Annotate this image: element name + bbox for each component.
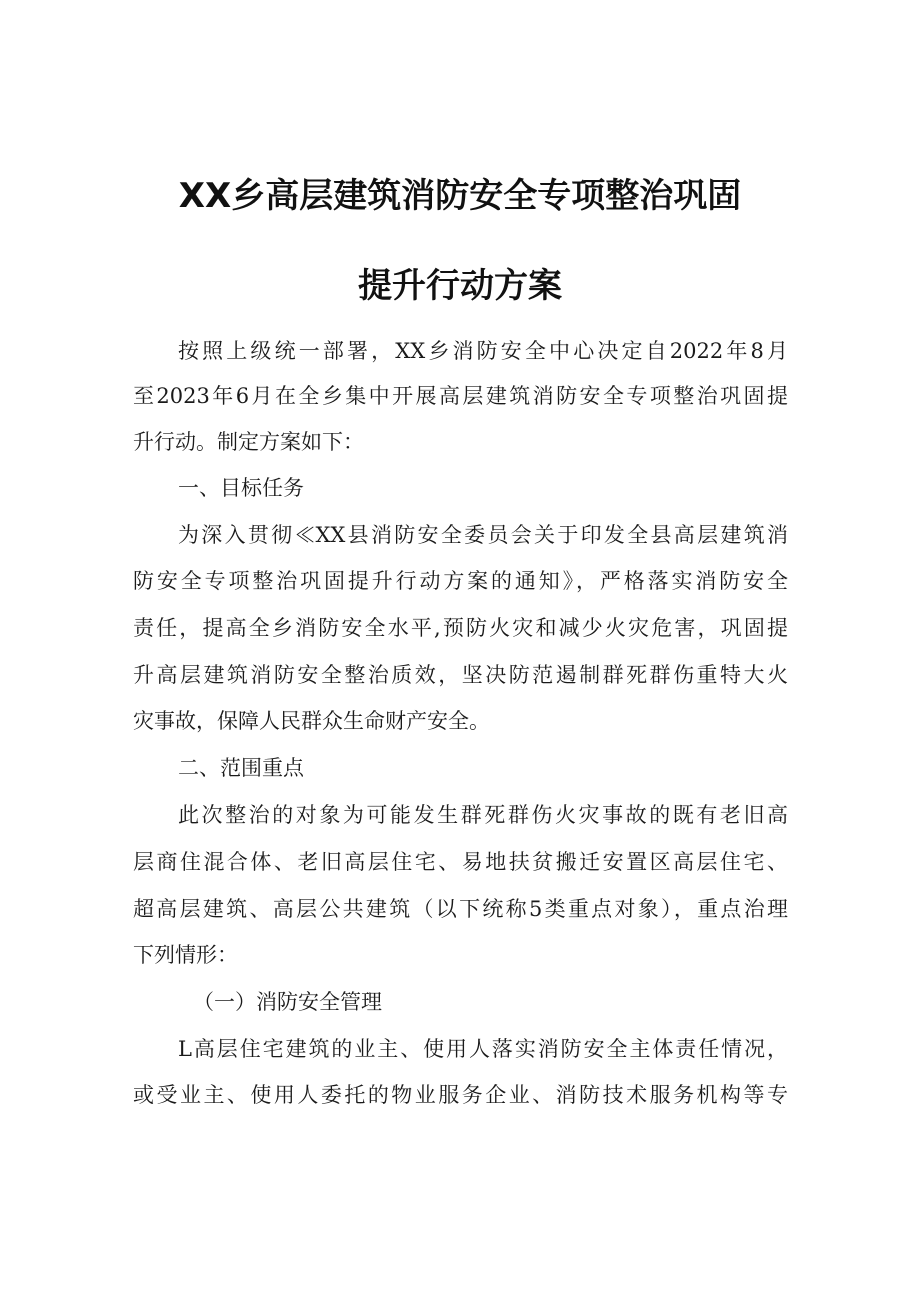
subsection-heading-fire-safety-management: （一）消防安全管理 bbox=[193, 990, 382, 1014]
section1-paragraph-line-1: 为深入贯彻≪XX县消防安全委员会关于印发全县高层建筑消 bbox=[178, 523, 788, 547]
section1-paragraph-line-3: 责任，提高全乡消防安全水平,预防火灾和减少火灾危害，巩固提 bbox=[133, 616, 788, 640]
section2-paragraph-line-2: 层商住混合体、老旧高层住宅、易地扶贫搬迁安置区高层住宅、 bbox=[133, 850, 788, 874]
section-heading-scope: 二、范围重点 bbox=[178, 756, 304, 780]
section-heading-goals: 一、目标任务 bbox=[178, 476, 304, 500]
section2-paragraph-line-3: 超高层建筑、高层公共建筑（以下统称5类重点对象），重点治理 bbox=[133, 897, 788, 921]
document-title-line-1: XX乡高层建筑消防安全专项整治巩固 bbox=[178, 176, 742, 216]
subsection1-paragraph-line-2: 或受业主、使用人委托的物业服务企业、消防技术服务机构等专 bbox=[133, 1083, 788, 1107]
intro-paragraph-line-3: 升行动。制定方案如下： bbox=[133, 430, 364, 454]
section1-paragraph-line-5: 灾事故，保障人民群众生命财产安全。 bbox=[133, 709, 490, 733]
subsection1-paragraph-line-1: L高层住宅建筑的业主、使用人落实消防安全主体责任情况， bbox=[178, 1037, 788, 1061]
document-title-line-2: 提升行动方案 bbox=[358, 266, 562, 306]
section2-paragraph-line-1: 此次整治的对象为可能发生群死群伤火灾事故的既有老旧高 bbox=[178, 803, 788, 827]
intro-paragraph-line-2: 至2023年6月在全乡集中开展高层建筑消防安全专项整治巩固提 bbox=[133, 384, 788, 408]
intro-paragraph-line-1: 按照上级统一部署，XX乡消防安全中心决定自2022年8月 bbox=[178, 339, 788, 363]
section2-paragraph-line-4: 下列情形： bbox=[133, 943, 238, 967]
section1-paragraph-line-4: 升高层建筑消防安全整治质效，坚决防范遏制群死群伤重特大火 bbox=[133, 663, 788, 687]
section1-paragraph-line-2: 防安全专项整治巩固提升行动方案的通知》，严格落实消防安全 bbox=[133, 569, 788, 593]
